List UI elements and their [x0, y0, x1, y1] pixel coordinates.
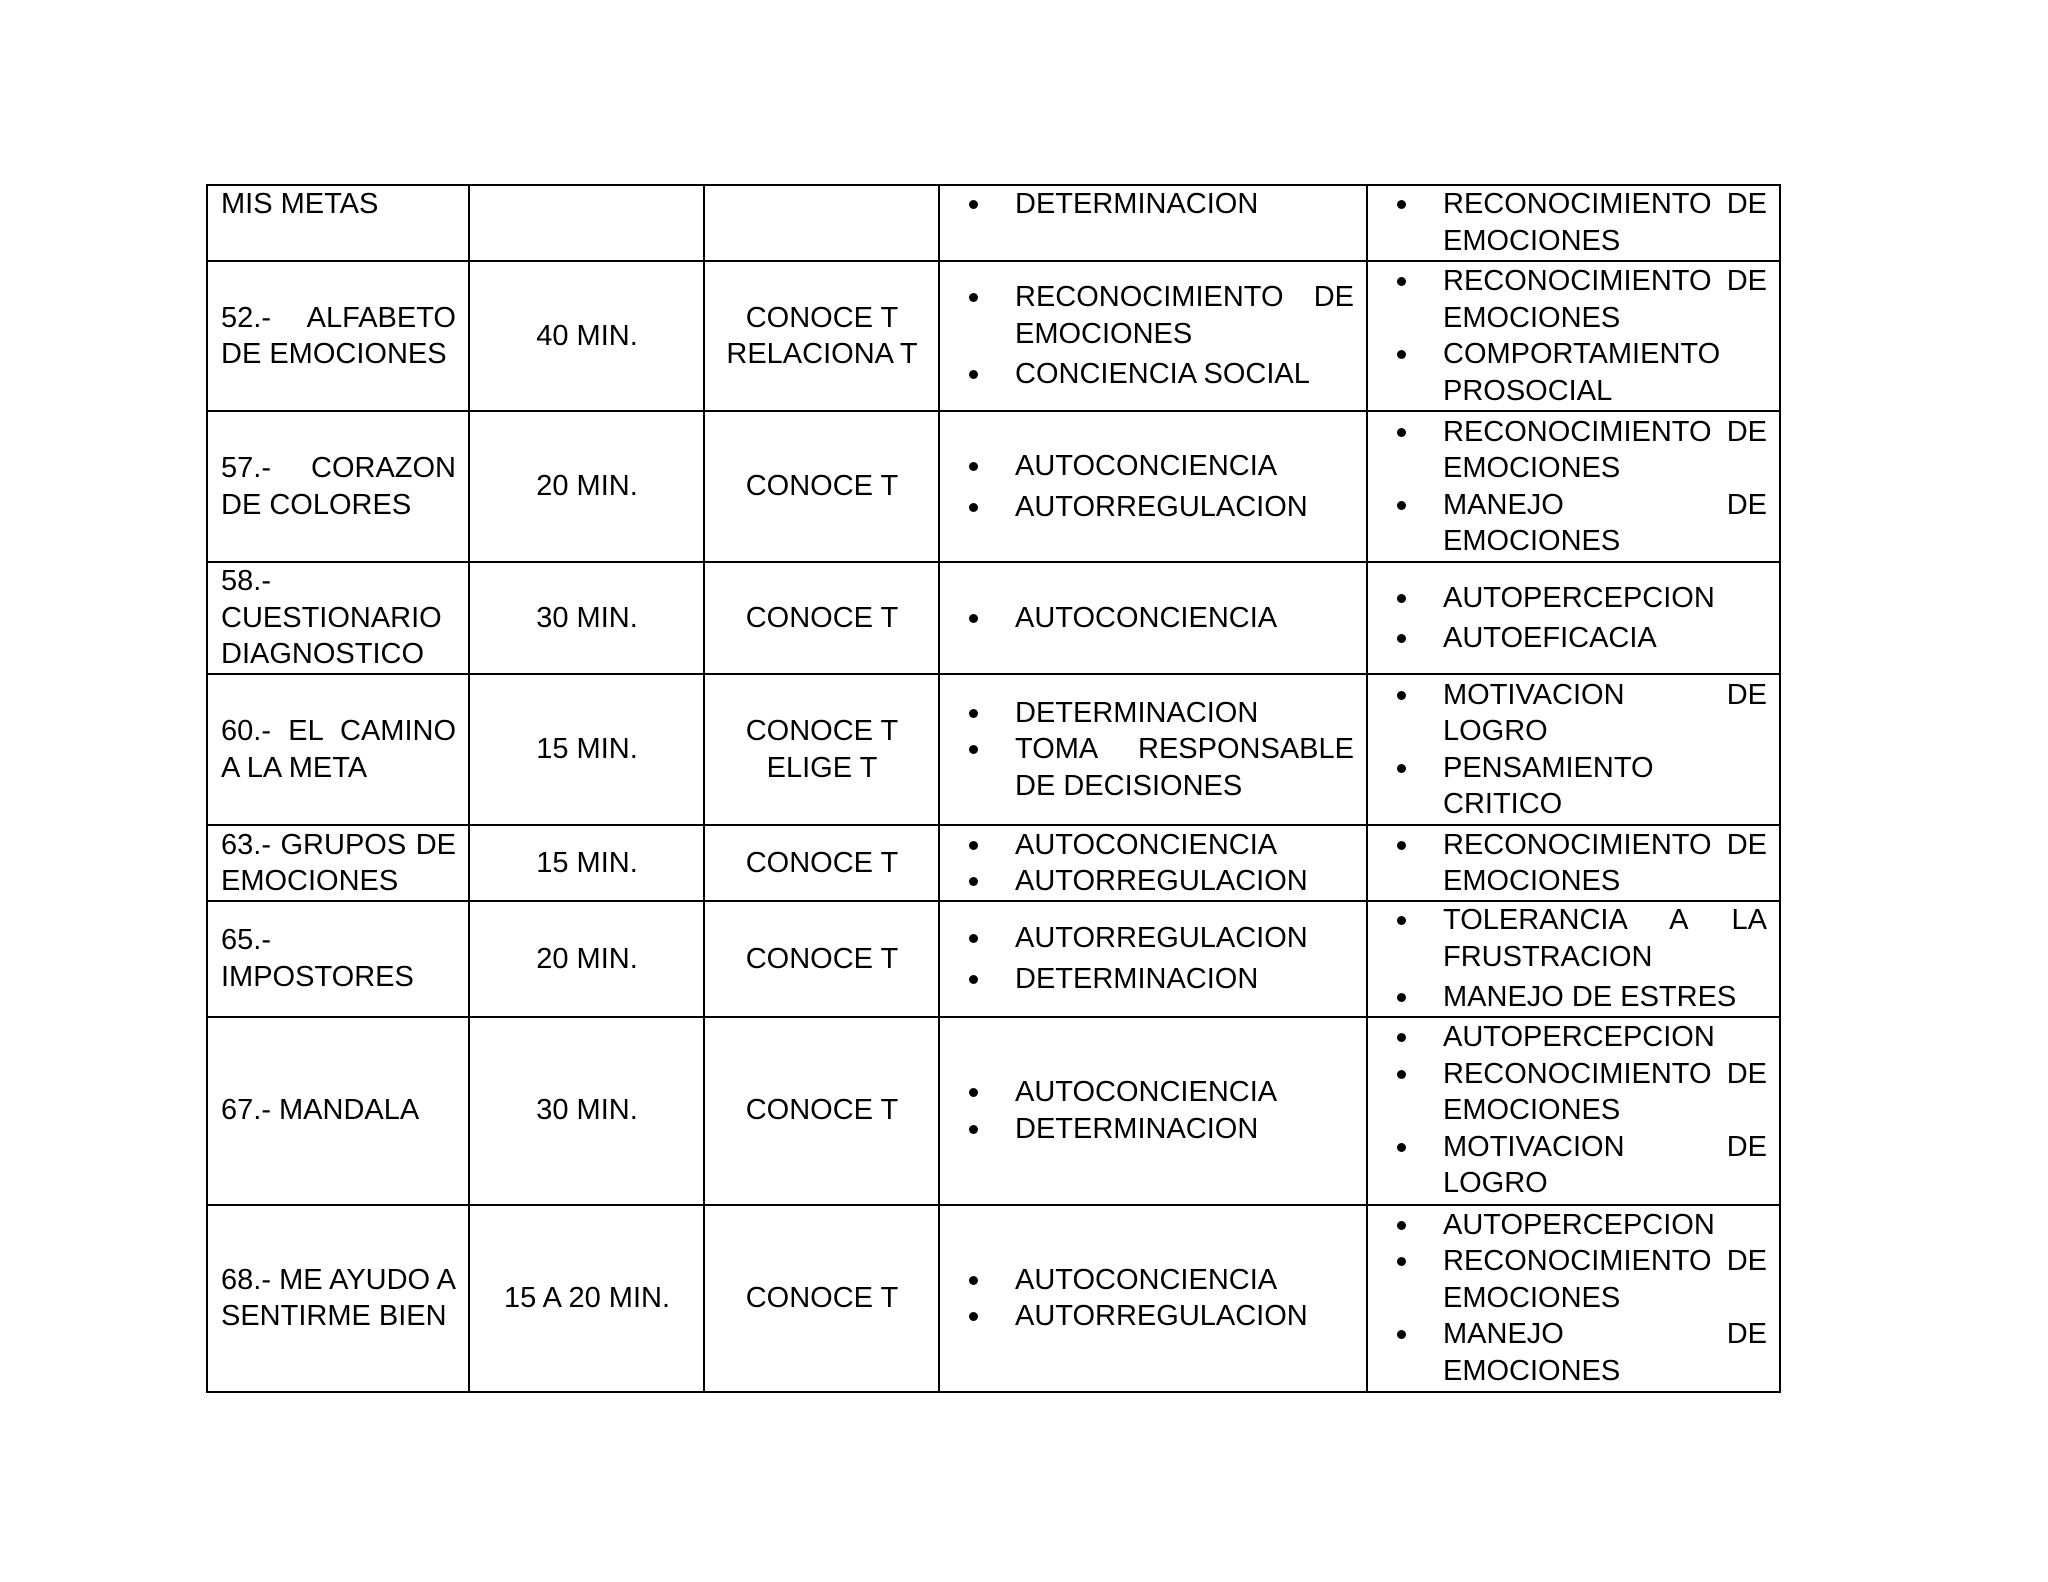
skills-list [953, 1074, 1354, 1147]
activity-duration: 40 MIN. [536, 319, 638, 352]
activity-name-cell [207, 1017, 469, 1205]
skills-list [953, 600, 1354, 637]
skill-item: AUTORREGULACION [953, 920, 1354, 957]
sub-skills-list [1381, 580, 1767, 657]
skills-cell [939, 674, 1367, 825]
program-cell [704, 261, 939, 411]
table-row [207, 1205, 1780, 1392]
activities-table [206, 184, 1781, 1393]
activity-name-cell [207, 562, 469, 674]
activity-duration: 20 MIN. [536, 942, 638, 975]
table-row [207, 1017, 1780, 1205]
skill-item: AUTOCONCIENCIA [953, 448, 1354, 485]
table-row [207, 901, 1780, 1017]
activity-name: 63.- GRUPOS DE EMOCIONES [221, 828, 456, 897]
program-cell [704, 411, 939, 562]
skills-cell [939, 411, 1367, 562]
activity-name-cell [207, 674, 469, 825]
activity-program: CONOCE T RELACIONA T [726, 301, 918, 370]
program-cell [704, 185, 939, 261]
activity-program: CONOCE T [745, 470, 899, 503]
program-cell [704, 674, 939, 825]
sub-skill-item: TOLERANCIA A LA FRUSTRACION [1381, 902, 1767, 975]
sub-skill-item: AUTOPERCEPCION [1381, 580, 1767, 617]
sub-skills-list [1381, 414, 1767, 560]
activity-name-cell [207, 185, 469, 261]
skill-item: DETERMINACION [953, 1111, 1354, 1148]
sub-skill-item: RECONOCIMIENTO DE EMOCIONES [1381, 1243, 1767, 1316]
skills-cell [939, 261, 1367, 411]
skills-list [953, 448, 1354, 525]
skills-cell [939, 1205, 1367, 1392]
table-row [207, 261, 1780, 411]
sub-skill-item: MANEJO DE EMOCIONES [1381, 487, 1767, 560]
sub-skills-cell [1367, 674, 1780, 825]
sub-skill-item: RECONOCIMIENTO DE EMOCIONES [1381, 263, 1767, 336]
sub-skills-cell [1367, 261, 1780, 411]
sub-skills-list [1381, 1019, 1767, 1202]
skills-cell [939, 901, 1367, 1017]
sub-skill-item: PENSAMIENTO CRITICO [1381, 750, 1767, 823]
duration-cell [469, 562, 704, 674]
activity-duration: 15 MIN. [536, 733, 638, 766]
activity-name: 58.- CUESTIONARIO DIAGNOSTICO [221, 565, 442, 671]
activity-program: CONOCE T [745, 942, 899, 975]
skill-item: AUTORREGULACION [953, 1298, 1354, 1335]
activity-name: 52.- ALFABETO DE EMOCIONES [221, 301, 456, 370]
sub-skills-list [1381, 827, 1767, 900]
activity-duration: 15 A 20 MIN. [503, 1281, 671, 1314]
skill-item: DETERMINACION [953, 961, 1354, 998]
sub-skill-item: AUTOEFICACIA [1381, 620, 1767, 657]
skills-list [953, 827, 1354, 900]
activity-program: CONOCE T [745, 846, 899, 879]
skill-item: TOMA RESPONSABLE DE DECISIONES [953, 731, 1354, 804]
skills-list [953, 920, 1354, 997]
activity-name: 68.- ME AYUDO A SENTIRME BIEN [221, 1263, 456, 1332]
table-row [207, 674, 1780, 825]
sub-skills-cell [1367, 411, 1780, 562]
sub-skills-cell [1367, 1017, 1780, 1205]
activity-name: 57.- CORAZON DE COLORES [221, 452, 456, 521]
duration-cell [469, 1205, 704, 1392]
activity-name: MIS METAS [221, 188, 379, 220]
table-row [207, 825, 1780, 901]
program-cell [704, 901, 939, 1017]
skill-item: AUTORREGULACION [953, 489, 1354, 526]
activity-name: 60.- EL CAMINO A LA META [221, 715, 456, 784]
sub-skill-item: MOTIVACION DE LOGRO [1381, 1129, 1767, 1202]
skill-item: AUTOCONCIENCIA [953, 827, 1354, 864]
sub-skill-item: RECONOCIMIENTO DE EMOCIONES [1381, 827, 1767, 900]
duration-cell [469, 411, 704, 562]
activity-name-cell [207, 825, 469, 901]
skill-item: DETERMINACION [953, 695, 1354, 732]
sub-skills-list [1381, 263, 1767, 409]
skills-list [953, 1262, 1354, 1335]
sub-skills-list [1381, 186, 1767, 259]
activity-name: 65.- IMPOSTORES [221, 924, 414, 993]
sub-skill-item: RECONOCIMIENTO DE EMOCIONES [1381, 186, 1767, 259]
activity-duration: 15 MIN. [536, 846, 638, 879]
skills-cell [939, 825, 1367, 901]
activity-name-cell [207, 261, 469, 411]
duration-cell [469, 901, 704, 1017]
duration-cell [469, 185, 704, 261]
sub-skills-cell [1367, 901, 1780, 1017]
skills-list [953, 279, 1354, 393]
skills-cell [939, 185, 1367, 261]
sub-skill-item: MANEJO DE EMOCIONES [1381, 1316, 1767, 1389]
table-row [207, 185, 1780, 261]
activity-program: CONOCE T [745, 1094, 899, 1127]
sub-skills-cell [1367, 825, 1780, 901]
sub-skills-list [1381, 902, 1767, 1016]
activity-duration: 30 MIN. [536, 1094, 638, 1127]
program-cell [704, 825, 939, 901]
skills-list [953, 695, 1354, 805]
activity-duration: 30 MIN. [536, 601, 638, 634]
activity-name-cell [207, 1205, 469, 1392]
activity-program: CONOCE T [745, 1281, 899, 1314]
duration-cell [469, 674, 704, 825]
activity-name-cell [207, 411, 469, 562]
sub-skills-cell [1367, 1205, 1780, 1392]
skill-item: CONCIENCIA SOCIAL [953, 356, 1354, 393]
program-cell [704, 1205, 939, 1392]
skill-item: AUTOCONCIENCIA [953, 1262, 1354, 1299]
activity-name-cell [207, 901, 469, 1017]
skill-item: DETERMINACION [953, 186, 1354, 223]
sub-skills-list [1381, 677, 1767, 823]
table-row [207, 562, 1780, 674]
duration-cell [469, 1017, 704, 1205]
activity-program: CONOCE T [745, 601, 899, 634]
sub-skill-item: COMPORTAMIENTO PROSOCIAL [1381, 336, 1767, 409]
sub-skill-item: AUTOPERCEPCION [1381, 1207, 1767, 1244]
table-row [207, 411, 1780, 562]
sub-skill-item: RECONOCIMIENTO DE EMOCIONES [1381, 414, 1767, 487]
duration-cell [469, 261, 704, 411]
sub-skill-item: RECONOCIMIENTO DE EMOCIONES [1381, 1056, 1767, 1129]
program-cell [704, 562, 939, 674]
sub-skill-item: MANEJO DE ESTRES [1381, 979, 1767, 1016]
skill-item: RECONOCIMIENTO DE EMOCIONES [953, 279, 1354, 352]
program-cell [704, 1017, 939, 1205]
sub-skill-item: MOTIVACION DE LOGRO [1381, 677, 1767, 750]
skills-cell [939, 1017, 1367, 1205]
sub-skills-list [1381, 1207, 1767, 1390]
skill-item: AUTOCONCIENCIA [953, 600, 1354, 637]
activity-duration: 20 MIN. [536, 470, 638, 503]
activity-program: CONOCE T ELIGE T [745, 715, 899, 784]
sub-skills-cell [1367, 562, 1780, 674]
skills-list [953, 186, 1354, 223]
sub-skill-item: AUTOPERCEPCION [1381, 1019, 1767, 1056]
sub-skills-cell [1367, 185, 1780, 261]
activity-name: 67.- MANDALA [221, 1094, 420, 1127]
skills-cell [939, 562, 1367, 674]
duration-cell [469, 825, 704, 901]
skill-item: AUTORREGULACION [953, 863, 1354, 900]
skill-item: AUTOCONCIENCIA [953, 1074, 1354, 1111]
